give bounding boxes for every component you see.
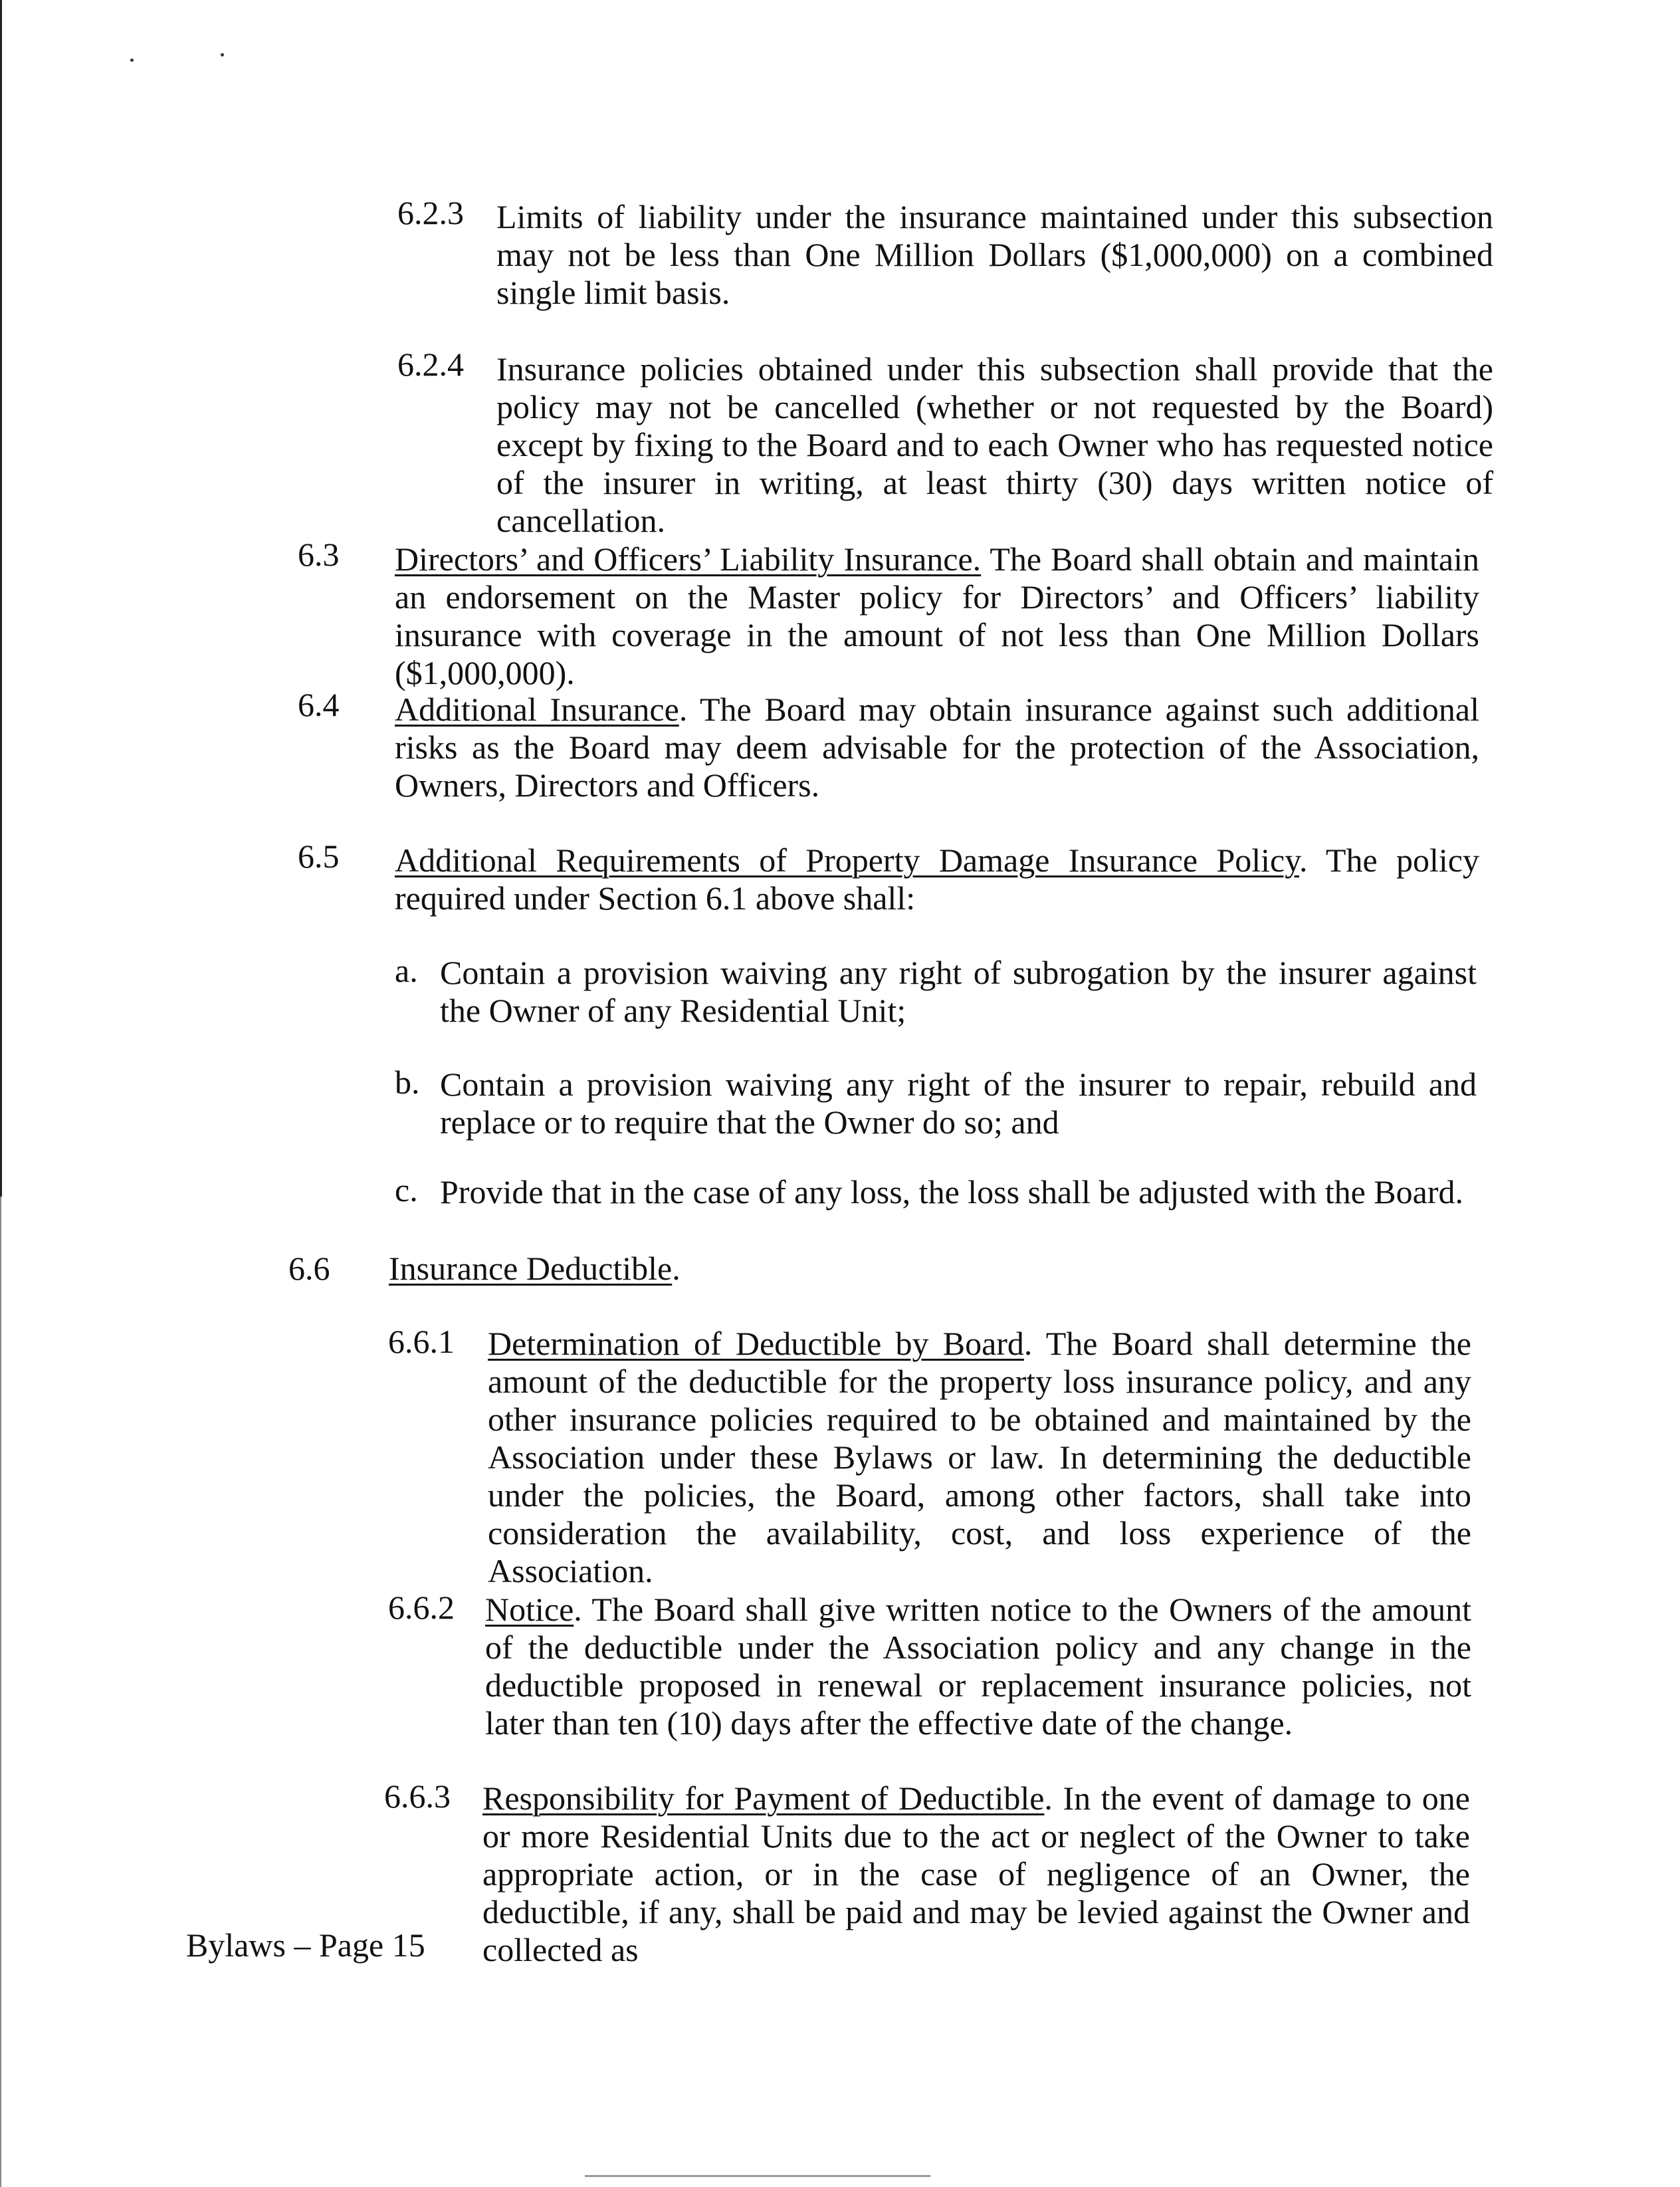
section-text: . In the event of damage to one or more Residential Units due to the act or neglect of the Owner to take appropriate action, or in the case of negligence of an Owner, the deductible, if any, shall be paid and may be levied against the Owner and collected as (482, 1780, 1471, 1968)
section-6-2-4-text: Insurance policies obtained under this subsection shall provide that the policy may not be cancelled (whether or not requested by the Board) except by fixing to the Board and to each Owner who has requested notice of the insurer in writing, at least thirty (30) days written notice of cancellation. (496, 350, 1493, 539)
section-number: 6.6.2 (388, 1589, 455, 1626)
scan-speck (130, 58, 134, 62)
section-text: . The Board shall give written notice to the Owners of the amount of the deductible under the Association policy and any change in the deductible proposed in renewal or replacement insurance policies, not later than ten (10) days after the effective date of the change. (485, 1591, 1471, 1742)
section-text: . The policy required under Section 6.1 above shall: (395, 842, 1479, 917)
section-6-6-paragraph (389, 1250, 920, 1288)
section-heading: Additional Requirements of Property Damage Insurance Policy (395, 842, 1299, 879)
list-item-a: Contain a provision waiving any right of subrogation by the insurer against the Owner of any Residential Unit; (440, 954, 1477, 1029)
section-heading: Insurance Deductible (389, 1250, 673, 1287)
section-6-2-3-text: Limits of liability under the insurance maintained under this subsection may not be less than One Million Dollars ($1,000,000) on a combined single limit basis. (496, 198, 1493, 311)
section-6-4-paragraph (395, 691, 1479, 804)
list-item-b: Contain a provision waiving any right of the insurer to repair, rebuild and replace or to require that the Owner do so; and (440, 1066, 1477, 1141)
section-number: 6.6 (288, 1250, 330, 1287)
scan-edge-lower (0, 1197, 1, 2187)
section-number: 6.3 (298, 536, 340, 573)
section-heading: Directors’ and Officers’ Liability Insurance. (395, 540, 982, 578)
section-heading: Responsibility for Payment of Deductible (482, 1780, 1045, 1817)
section-heading: Notice (485, 1591, 574, 1628)
scan-edge (0, 0, 2, 1197)
section-6-6-2-paragraph (485, 1591, 1471, 1742)
section-number: 6.6.3 (384, 1778, 451, 1815)
list-marker: a. (395, 952, 418, 989)
section-text: The Board shall obtain and maintain an endorsement on the Master policy for Directors’ and Officers’ liability insurance with coverage in the amount of not less than One Million Dollars ($1,000,000). (395, 540, 1479, 691)
scan-bottom-line (585, 2175, 930, 2177)
list-marker: b. (395, 1064, 420, 1101)
list-marker: c. (395, 1171, 418, 1209)
section-number: 6.2.3 (397, 194, 464, 231)
section-number: 6.6.1 (388, 1323, 455, 1360)
page-footer: Bylaws – Page 15 (186, 1926, 425, 1964)
section-6-6-1-paragraph (488, 1325, 1471, 1590)
section-text: . The Board may obtain insurance against such additional risks as the Board may deem advisable for the protection of the Association, Owners, Directors and Officers. (395, 691, 1480, 804)
section-number: 6.2.4 (397, 346, 464, 383)
section-6-6-3-paragraph (482, 1780, 1470, 1969)
section-text: . The Board shall determine the amount of the deductible for the property loss insurance policy, and any other insurance policies required to be obtained and maintained by the Association under these Bylaws or law. In determining the deductible under the policies, the Board, among other factors, shall take into consideration the availability, cost, and loss experience of the Association. (488, 1325, 1472, 1589)
list-item-c: Provide that in the case of any loss, the loss shall be adjusted with the Board. (440, 1173, 1463, 1210)
section-heading: Additional Insurance (395, 691, 679, 728)
section-6-3-paragraph (395, 540, 1479, 692)
section-number: 6.4 (298, 686, 340, 723)
scan-speck (221, 53, 224, 57)
section-text: . (672, 1250, 681, 1287)
section-6-5-paragraph (395, 842, 1479, 917)
section-heading: Determination of Deductible by Board (488, 1325, 1024, 1362)
section-number: 6.5 (298, 838, 340, 875)
